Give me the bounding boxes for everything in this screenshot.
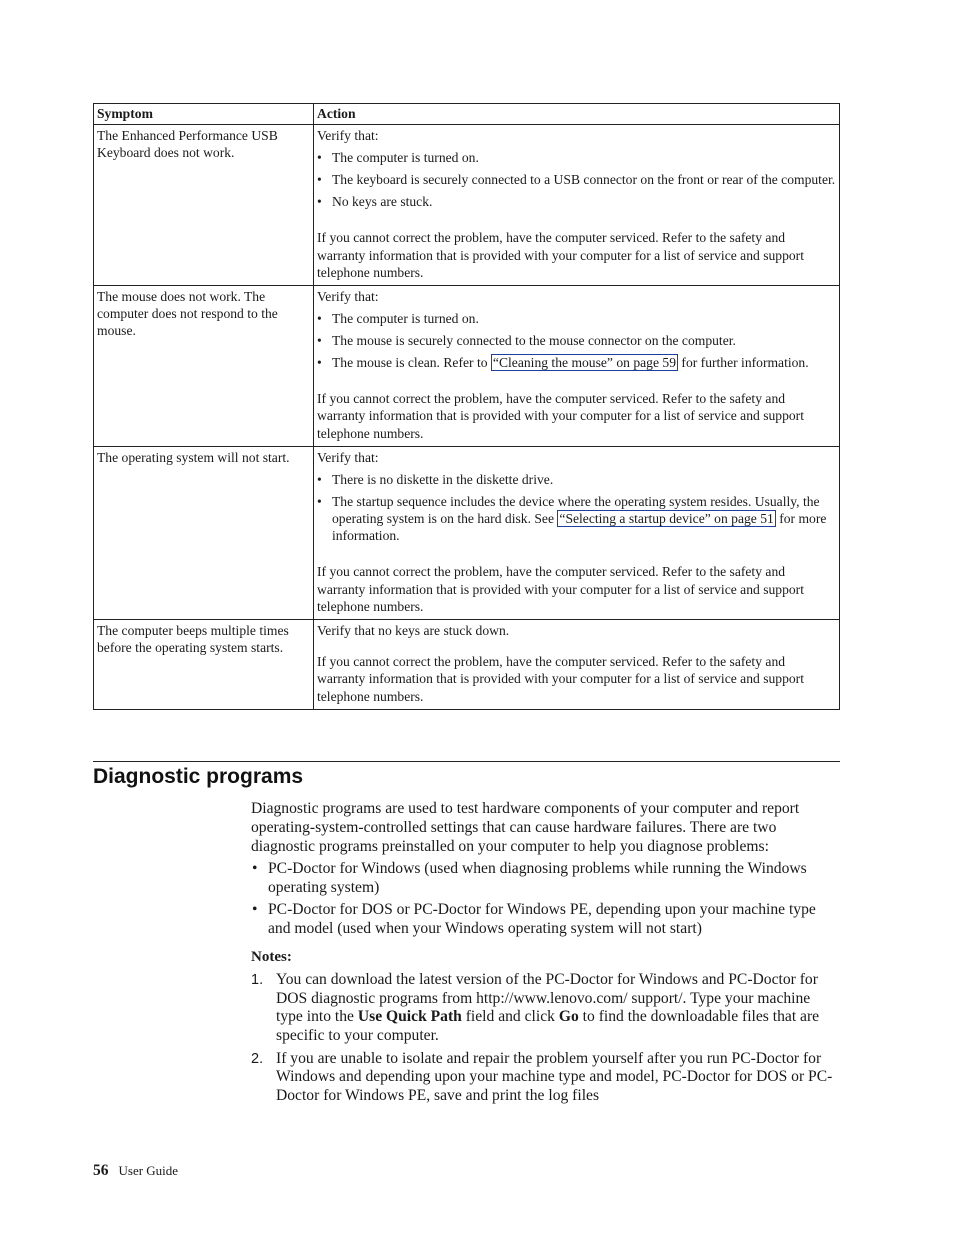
symptom-cell: The operating system will not start. (94, 446, 314, 619)
verify-intro: Verify that: (317, 449, 379, 465)
verify-intro: Verify that: (317, 289, 379, 305)
notes-list (251, 971, 840, 1106)
program-list (251, 860, 840, 939)
table-header-row (94, 104, 840, 125)
section-intro: Diagnostic programs are used to test hardware components of your computer and report operating-system-controlled settings that can cause hardware failures. There are two diagnostic programs preinstalled on your computer to help you diagnose problems: (251, 800, 800, 855)
symptom-cell: The mouse does not work. The computer does not respond to the mouse. (94, 286, 314, 447)
page-footer (93, 1162, 178, 1180)
check-item: • The keyboard is securely connected to a USB connector on the front or rear of the computer. (317, 172, 836, 188)
table-row (94, 125, 840, 286)
table-row (94, 286, 840, 447)
service-note: If you cannot correct the problem, have the computer serviced. Refer to the safety and warranty information that is provided with your computer for a list of service and support telephone numbers. (317, 230, 804, 280)
check-item: • There is no diskette in the diskette drive. (317, 472, 554, 488)
check-list (317, 471, 836, 545)
check-item: • The mouse is clean. Refer to “Cleaning the mouse” on page 59 for further information. (317, 355, 809, 371)
table-row (94, 620, 840, 710)
check-item: • No keys are stuck. (317, 194, 433, 210)
symptom-column-header: Symptom (94, 104, 314, 125)
action-cell (314, 125, 840, 286)
list-item: • PC-Doctor for Windows (used when diagnosing problems while running the Windows operating system) (252, 860, 807, 897)
verify-intro: Verify that: (317, 128, 379, 144)
check-item: • The computer is turned on. (317, 311, 479, 327)
selecting-startup-device-link[interactable]: “Selecting a startup device” on page 51 (559, 511, 774, 527)
action-cell (314, 620, 840, 710)
page-number: 56 (93, 1162, 109, 1179)
document-title: User Guide (118, 1163, 179, 1178)
note-item: 2. If you are unable to isolate and repair the problem yourself after you run PC-Doctor for Windows and depending upon your machine type and model, PC-Doctor for DOS or PC-Doctor for Windows PE, save and print the log files (251, 1049, 833, 1105)
service-note: If you cannot correct the problem, have the computer serviced. Refer to the safety and warranty information that is provided with your computer for a list of service and support telephone numbers. (317, 564, 804, 614)
section-heading: Diagnostic programs (93, 765, 304, 788)
note-item: 1. You can download the latest version of the PC-Doctor for Windows and PC-Doctor for DOS diagnostic programs from http://www.lenovo.com/ support/. Type your machine type into the Use Quick Path field and click Go to find the downloadable files that are specific to your computer. (251, 970, 820, 1045)
check-item: • The mouse is securely connected to the mouse connector on the computer. (317, 333, 736, 349)
check-list (317, 310, 836, 371)
check-item: • The startup sequence includes the device where the operating system resides. Usually, the operating system is on the hard disk. See “Selecting a startup device” on page 51 for more information. (317, 494, 827, 544)
action-column-header: Action (314, 104, 840, 125)
verify-intro: Verify that no keys are stuck down. (317, 623, 510, 639)
notes-title: Notes: (251, 949, 292, 966)
action-cell (314, 446, 840, 619)
symptom-cell: The Enhanced Performance USB Keyboard does not work. (94, 125, 314, 286)
action-cell (314, 286, 840, 447)
check-item: • The computer is turned on. (317, 150, 479, 166)
section-divider (93, 761, 840, 762)
table-row (94, 446, 840, 619)
troubleshooting-table (93, 103, 840, 710)
symptom-cell: The computer beeps multiple times before the operating system starts. (94, 620, 314, 710)
service-note: If you cannot correct the problem, have the computer serviced. Refer to the safety and warranty information that is provided with your computer for a list of service and support telephone numbers. (317, 654, 804, 704)
section-body (251, 800, 840, 1109)
list-item: • PC-Doctor for DOS or PC-Doctor for Windows PE, depending upon your machine type and model (used when your Windows operating system will not start) (252, 901, 816, 938)
cleaning-mouse-link[interactable]: “Cleaning the mouse” on page 59 (492, 355, 677, 371)
service-note: If you cannot correct the problem, have the computer serviced. Refer to the safety and warranty information that is provided with your computer for a list of service and support telephone numbers. (317, 391, 804, 441)
check-list (317, 149, 836, 210)
